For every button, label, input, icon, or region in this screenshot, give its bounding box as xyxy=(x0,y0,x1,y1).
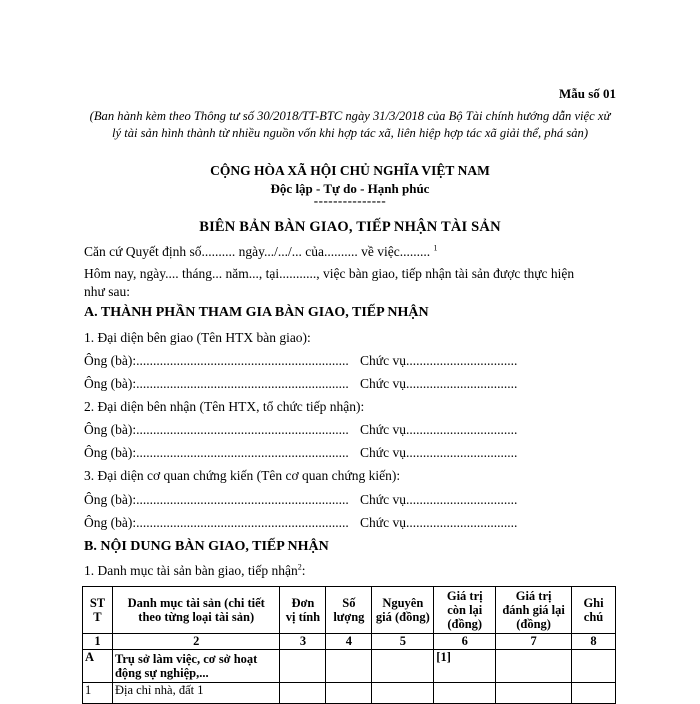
header-revalued-value: Giá trị đánh giá lại (đồng) xyxy=(496,587,572,634)
header-notes: Ghi chú xyxy=(572,587,616,634)
row-notes xyxy=(572,650,616,683)
row-quantity xyxy=(326,683,372,704)
form-number: Mẫu số 01 xyxy=(558,86,616,101)
basis-line xyxy=(84,244,438,260)
receiver-rep-row xyxy=(84,445,518,461)
column-number: 1 xyxy=(83,634,113,650)
issuance-note: (Ban hành kèm theo Thông tư số 30/2018/TT-BTC ngày 31/3/2018 của Bộ Tài chính hướng dẫn việc xử lý tài sản hình thành từ nhiều nguồn vốn khi hợp tác xã, liên hiệp hợp tác xã giải thể, phá sản) xyxy=(89,109,611,140)
row-original-cost xyxy=(372,683,434,704)
position-field: Chức vụ................................. xyxy=(360,422,518,437)
person-field: Ông (bà):............................................................... xyxy=(84,515,349,530)
header-quantity: Số lượng xyxy=(326,587,372,634)
table-row xyxy=(83,683,616,704)
column-number: 4 xyxy=(326,634,372,650)
header-stt: ST T xyxy=(83,587,113,634)
column-number: 3 xyxy=(280,634,326,650)
table-row xyxy=(83,650,616,683)
national-motto: Độc lập - Tự do - Hạnh phúc xyxy=(270,181,430,196)
table-header-row xyxy=(83,587,616,634)
position-field: Chức vụ................................. xyxy=(360,445,518,460)
column-number: 7 xyxy=(496,634,572,650)
person-field: Ông (bà):............................................................... xyxy=(84,376,349,391)
handover-rep-row xyxy=(84,376,518,392)
person-field: Ông (bà):............................................................... xyxy=(84,422,349,437)
section-a-heading: A. THÀNH PHẦN THAM GIA BÀN GIAO, TIẾP NHẬN xyxy=(84,305,429,320)
asset-table xyxy=(82,586,616,704)
intro-line-2: như sau: xyxy=(84,284,130,299)
row-stt: 1 xyxy=(83,683,113,704)
country-heading: CỘNG HÒA XÃ HỘI CHỦ NGHĨA VIỆT NAM xyxy=(210,163,490,178)
header-original-cost: Nguyên giá (đồng) xyxy=(372,587,434,634)
header-unit: Đơn vị tính xyxy=(280,587,326,634)
row-original-cost xyxy=(372,650,434,683)
row-quantity xyxy=(326,650,372,683)
row-unit xyxy=(280,650,326,683)
intro-line-1: Hôm nay, ngày.... tháng... năm..., tại..........., việc bàn giao, tiếp nhận tài sản được thực hiện xyxy=(84,266,575,281)
column-number: 5 xyxy=(372,634,434,650)
position-field: Chức vụ................................. xyxy=(360,492,518,507)
asset-list-text: 1. Danh mục tài sản bàn giao, tiếp nhận xyxy=(84,563,298,578)
row-revalued-value xyxy=(496,683,572,704)
row-asset-name: Địa chỉ nhà, đất 1 xyxy=(112,683,280,704)
receiver-rep-row xyxy=(84,422,518,438)
person-field: Ông (bà):............................................................... xyxy=(84,353,349,368)
basis-text: Căn cứ Quyết định số.......... ngày.../.../... của.......... về việc......... xyxy=(84,244,431,259)
header-remaining-value: Giá trị còn lại (đồng) xyxy=(434,587,496,634)
row-asset-name: Trụ sở làm việc, cơ sở hoạt động sự nghiệp,... xyxy=(112,650,280,683)
header-asset-list: Danh mục tài sản (chi tiết theo từng loại tài sản) xyxy=(112,587,280,634)
person-field: Ông (bà):............................................................... xyxy=(84,492,349,507)
column-number: 6 xyxy=(434,634,496,650)
handover-rep-label: 1. Đại diện bên giao (Tên HTX bàn giao): xyxy=(84,330,311,345)
heading-divider: --------------- xyxy=(313,193,387,208)
handover-rep-row xyxy=(84,353,518,369)
section-b-heading: B. NỘI DUNG BÀN GIAO, TIẾP NHẬN xyxy=(84,539,329,554)
row-revalued-value xyxy=(496,650,572,683)
asset-list-colon: : xyxy=(301,563,306,578)
witness-rep-label: 3. Đại diện cơ quan chứng kiến (Tên cơ quan chứng kiến): xyxy=(84,468,401,483)
row-notes xyxy=(572,683,616,704)
position-field: Chức vụ................................. xyxy=(360,353,518,368)
footnote-marker-2: 2 xyxy=(297,562,302,572)
document-title: BIÊN BẢN BÀN GIAO, TIẾP NHẬN TÀI SẢN xyxy=(199,219,501,235)
column-number: 8 xyxy=(572,634,616,650)
asset-list-label xyxy=(84,563,305,579)
column-number-row xyxy=(83,634,616,650)
witness-rep-row xyxy=(84,515,518,531)
row-stt: A xyxy=(83,650,113,683)
footnote-marker-1: 1 xyxy=(433,243,438,253)
row-remaining-value: [1] xyxy=(434,650,496,683)
row-unit xyxy=(280,683,326,704)
position-field: Chức vụ................................. xyxy=(360,376,518,391)
receiver-rep-label: 2. Đại diện bên nhận (Tên HTX, tổ chức tiếp nhận): xyxy=(84,399,365,414)
row-remaining-value xyxy=(434,683,496,704)
person-field: Ông (bà):............................................................... xyxy=(84,445,349,460)
column-number: 2 xyxy=(112,634,280,650)
witness-rep-row xyxy=(84,492,518,508)
position-field: Chức vụ................................. xyxy=(360,515,518,530)
